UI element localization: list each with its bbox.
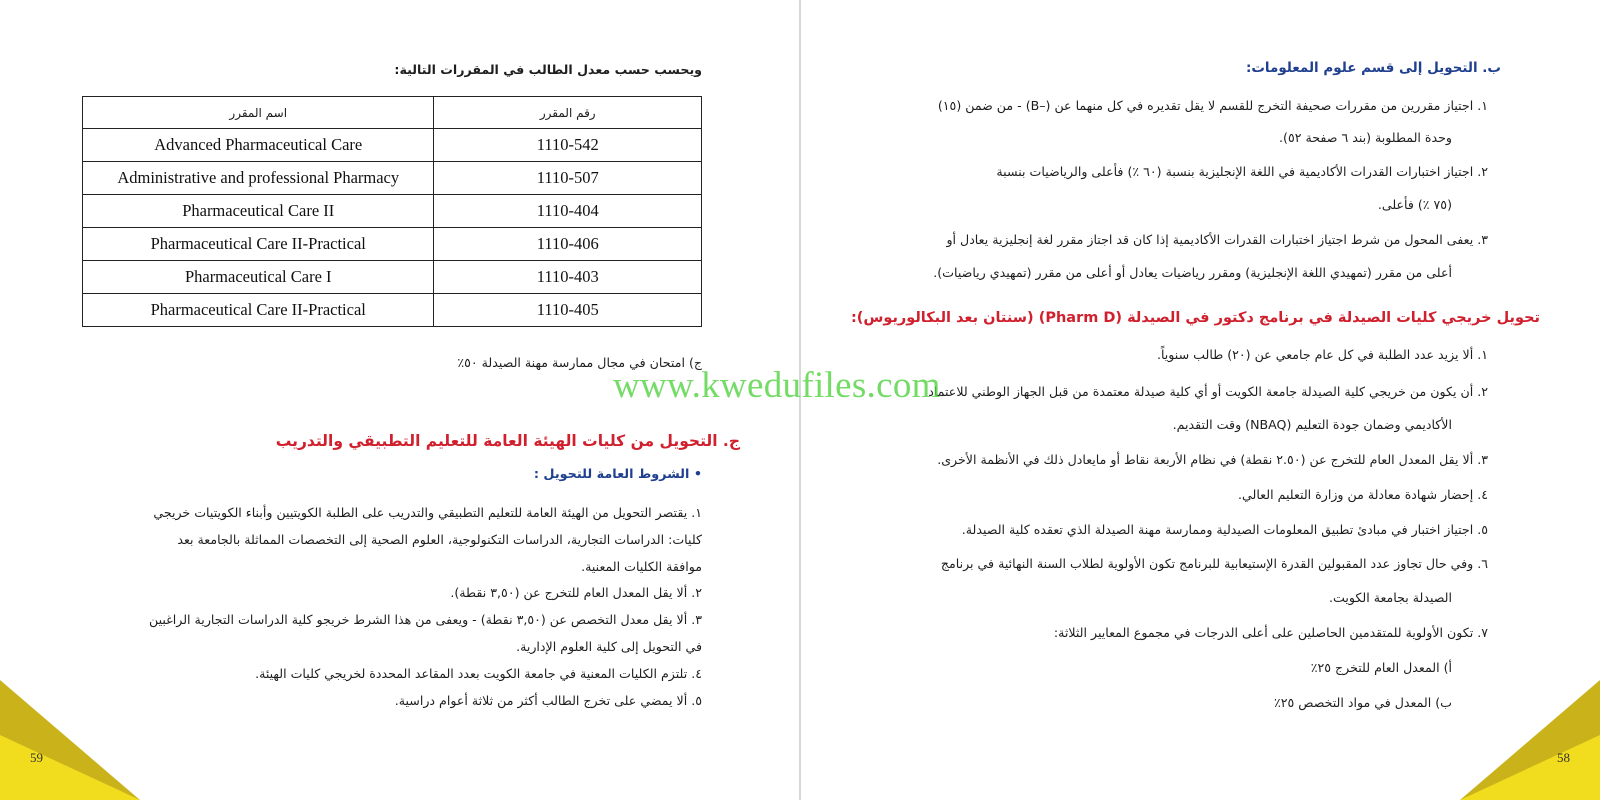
header-course-number: رقم المقرر [434,97,702,129]
list-item: ٦. وفي حال تجاوز عدد المقبولين القدرة الإستيعابية للبرنامج تكون الأولوية لطلاب السنة النهائية في برنامج [940,556,1488,571]
general-conditions-subheading: • الشروط العامة للتحويل : [533,467,702,482]
course-name: Pharmaceutical Care II-Practical [83,294,434,327]
course-name: Pharmaceutical Care I [83,261,434,294]
table-row [83,228,702,261]
course-name: Administrative and professional Pharmacy [83,162,434,195]
section-heading-c: ج. التحويل من كليات الهيئة العامة للتعليم التطبيقي والتدريب [275,432,740,450]
list-item: ١. اجتياز مقررين من مقررات صحيفة التخرج للقسم لا يقل تقديره في كل منهما عن (–B) - من ضمن (١٥) [937,98,1488,113]
table-row [83,294,702,327]
page-number: 58 [1557,750,1570,765]
exam-line: ج) امتحان في مجال ممارسة مهنة الصيدلة ٥٠٪ [457,355,702,370]
list-item: (٧٥ ٪) فأعلى. [1377,197,1452,212]
list-item: ٣. يعفى المحول من شرط اجتياز اختبارات القدرات الأكاديمية إذا كان قد اجتاز مقرر لغة إنجليزية يعادل أو [946,232,1488,247]
list-item: أعلى من مقرر (تمهيدي اللغة الإنجليزية) ومقرر رياضيات يعادل أو أعلى من مقرر (تمهيدي رياضيات). [933,265,1452,280]
list-item: ٥. اجتياز اختبار في مبادئ تطبيق المعلومات الصيدلية وممارسة مهنة الصيدلة الذي تعقده كلية الصيدلة. [961,522,1488,537]
corner-decoration [0,680,140,800]
list-item: ٧. تكون الأولوية للمتقدمين الحاصلين على أعلى الدرجات في مجموع المعايير الثلاثة: [1053,625,1488,640]
table-row [83,195,702,228]
header-course-name: اسم المقرر [83,97,434,129]
list-item: موافقة الكليات المعنية. [581,559,702,574]
list-item: وحدة المطلوبة (بند ٦ صفحة ٥٢). [1279,130,1452,145]
table-row [83,162,702,195]
list-item: الصيدلة بجامعة الكويت. [1329,590,1452,605]
list-item: ٢. أن يكون من خريجي كلية الصيدلة جامعة الكويت أو أي كلية صيدلة معتمدة من قبل الجهاز الوطني للاعتماد [928,384,1488,399]
table-row [83,129,702,162]
list-item: ٢. ألا يقل المعدل العام للتخرج عن (٣,٥٠ نقطة). [450,585,702,600]
course-number: 1110-403 [434,261,702,294]
course-name: Advanced Pharmaceutical Care [83,129,434,162]
list-item: ٣. ألا يقل معدل التخصص عن (٣,٥٠ نقطة) - ويعفى من هذا الشرط خريجو كلية الدراسات التجارية الراغبين [149,612,702,627]
section-heading-b: ب. التحويل إلى قسم علوم المعلومات: [1245,60,1501,76]
list-item: ٥. ألا يمضي على تخرج الطالب أكثر من ثلاثة أعوام دراسية. [394,693,702,708]
course-name: Pharmaceutical Care II-Practical [83,228,434,261]
section-heading-pharm-d: تحويل خريجي كليات الصيدلة في برنامج دكتور في الصيدلة (Pharm D) (سنتان بعد البكالوريوس): [850,310,1540,326]
corner-decoration [1460,680,1600,800]
list-item: ٤. إحضار شهادة معادلة من وزارة التعليم العالي. [1238,487,1488,502]
list-item: ١. يقتصر التحويل من الهيئة العامة للتعليم التطبيقي والتدريب على الطلبة الكويتيين وأبناء الكويتيات خريجي [153,505,702,520]
list-item: ١. ألا يزيد عدد الطلبة في كل عام جامعي عن (٢٠) طالب سنوياً. [1156,347,1488,362]
course-number: 1110-507 [434,162,702,195]
course-number: 1110-406 [434,228,702,261]
page-number: 59 [30,750,43,765]
table-intro: ويحسب حسب معدل الطالب في المقررات التالية: [394,62,702,77]
course-name: Pharmaceutical Care II [83,195,434,228]
watermark: www.kwedufiles.com [613,365,941,406]
list-item: ب) المعدل في مواد التخصص ٢٥٪ [1273,695,1452,710]
table-row [83,261,702,294]
list-item: ٣. ألا يقل المعدل العام للتخرج عن (٢.٥٠ نقطة) في نظام الأربعة نقاط أو مايعادل ذلك في الأنظمة الأخرى. [937,452,1488,467]
table-header-row [83,97,702,129]
course-number: 1110-405 [434,294,702,327]
list-item: ٤. تلتزم الكليات المعنية في جامعة الكويت بعدد المقاعد المحددة لخريجي كليات الهيئة. [255,666,702,681]
list-item: كليات: الدراسات التجارية، الدراسات التكنولوجية، العلوم الصحية إلى التخصصات المماثلة بالجامعة بعد [177,532,702,547]
list-item: أ) المعدل العام للتخرج ٢٥٪ [1310,660,1452,675]
list-item: في التحويل إلى كلية العلوم الإدارية. [516,639,702,654]
course-number: 1110-542 [434,129,702,162]
courses-table [82,96,702,327]
list-item: ٢. اجتياز اختبارات القدرات الأكاديمية في اللغة الإنجليزية بنسبة (٦٠ ٪) فأعلى والرياضيات بنسبة [996,164,1488,179]
course-number: 1110-404 [434,195,702,228]
list-item: الأكاديمي وضمان جودة التعليم (NBAQ) وقت التقديم. [1172,417,1452,432]
